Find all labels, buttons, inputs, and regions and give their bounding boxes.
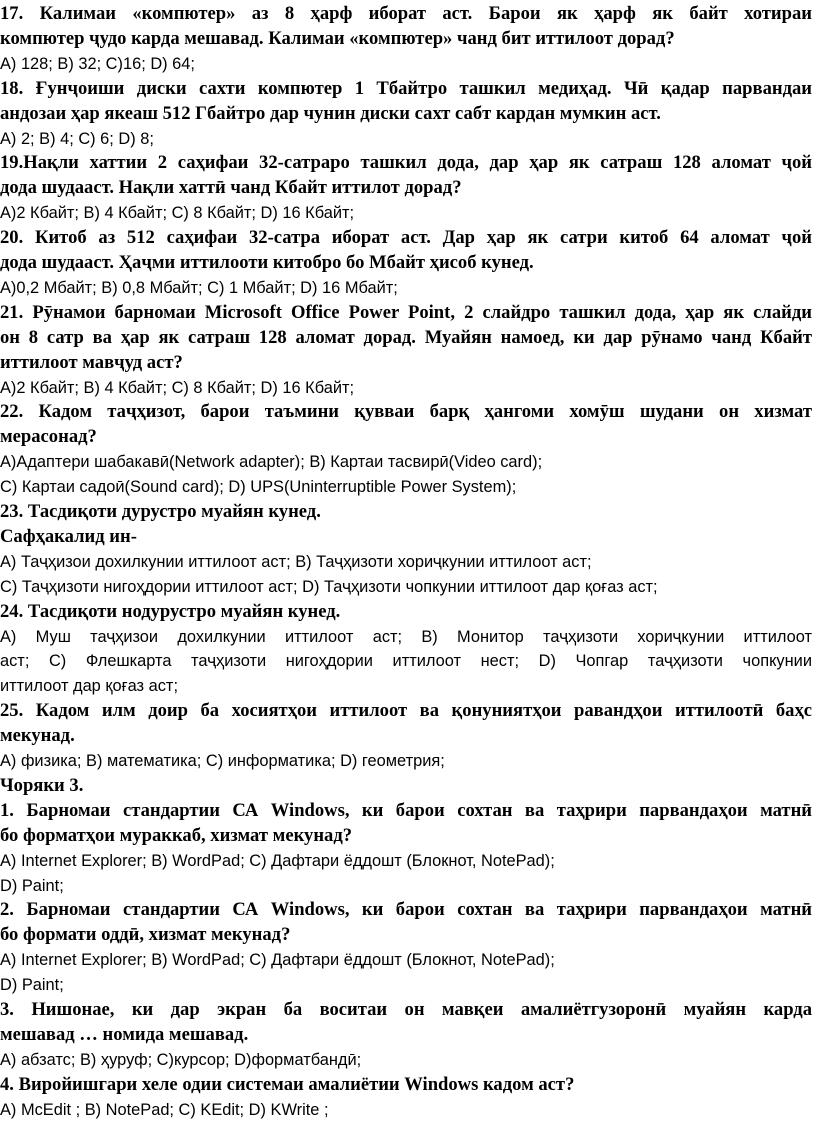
answer-options-line: иттилоот дар қоғаз аст; — [0, 677, 178, 696]
question-line: 25. Кадом илм доир ба хосиятҳои иттилоот ва қонуниятҳои равандҳои иттилоотӣ баҳс — [0, 700, 812, 722]
question-line: 22. Кадом таҷҳизот, барои таъмини қувваи барқ ҳангоми хомӯш шудани он хизмат — [0, 401, 812, 423]
question-line: Сафҳакалид ин- — [0, 525, 137, 547]
answer-options-line: А) Internet Explorer; В) WordPad; С) Дафтари ёддошт (Блокнот, NotePad); — [0, 951, 555, 970]
answer-options-line: А) Муш таҷҳизои дохилкунии иттилоот аст; В) Монитор таҷҳизоти хориҷкунии иттилоот — [0, 627, 812, 646]
answer-options-line: D) Paint; — [0, 976, 64, 995]
answer-options-line: А)Адаптери шабакавӣ(Network adapter); В) Картаи тасвирӣ(Video card); — [0, 453, 543, 472]
question-line: 18. Ғунҷоиши диски сахти компютер 1 Тбайтро ташкил медиҳад. Чӣ қадар парвандаи — [0, 77, 812, 99]
question-line: мерасонад? — [0, 426, 97, 448]
answer-options-line: А) Internet Explorer; В) WordPad; С) Дафтари ёддошт (Блокнот, NotePad); — [0, 851, 555, 870]
answer-options-line: С) Картаи садоӣ(Sound card); D) UPS(Uninterruptible Power System); — [0, 478, 517, 497]
question-line: 21. Рӯнамои барномаи Microsoft Office Power Point, 2 слайдро ташкил дода, ҳар як слайди — [0, 301, 812, 323]
answer-options-line: А)0,2 Мбайт; В) 0,8 Мбайт; С) 1 Мбайт; D) 16 Мбайт; — [0, 278, 398, 297]
answer-options-line: А) абзатс; В) ҳуруф; С)курсор; D)форматбандӣ; — [0, 1050, 362, 1069]
answer-options-line: аст; С) Флешкарта таҷҳизоти нигоҳдории иттилоот нест; D) Чопгар таҷҳизоти чопкунии — [0, 652, 812, 671]
question-line: 1. Барномаи стандартии СА Windows, ки барои сохтан ва таҳрири парвандаҳои матнӣ — [0, 799, 812, 821]
answer-options-line: А) физика; В) математика; С) информатика; D) геометрия; — [0, 752, 445, 770]
question-line: дода шудааст. Ҳаҷми иттилооти китобро бо Мбайт ҳисоб кунед. — [0, 252, 534, 273]
answer-options-line: С) Таҷҳизоти нигоҳдории иттилоот аст; D) Таҷҳизоти чопкунии иттилоот дар қоғаз аст; — [0, 577, 658, 596]
question-line: 19.Нақли хаттии 2 саҳифаи 32-сатраро ташкил дода, дар ҳар як сатраш 128 аломат ҷой — [0, 152, 812, 174]
question-line: иттилоот мавҷуд аст? — [0, 351, 183, 373]
question-line: бо форматҳои мураккаб, хизмат мекунад? — [0, 824, 353, 846]
question-line: 23. Тасдиқоти дурустро муайян кунед. — [0, 501, 321, 522]
question-line: бо формати оддӣ, хизмат мекунад? — [0, 924, 291, 946]
answer-options-line: А) 128; В) 32; С)16; D) 64; — [0, 54, 195, 73]
question-line: 2. Барномаи стандартии СА Windows, ки барои сохтан ва таҳрири парвандаҳои матнӣ — [0, 899, 812, 921]
question-line: мешавад … номида мешавад. — [0, 1023, 249, 1045]
answer-options-line: А)2 Кбайт; В) 4 Кбайт; С) 8 Кбайт; D) 16 Кбайт; — [0, 378, 355, 397]
question-line: дода шудааст. Нақли хаттӣ чанд Кбайт иттилот дорад? — [0, 177, 462, 199]
question-line: 3. Нишонае, ки дар экран ба воситаи он мавқеи амалиётгузоронӣ муайян карда — [0, 999, 812, 1020]
question-line: 4. Виройишгари хеле одии системаи амалиётии Windows кадом аст? — [0, 1073, 575, 1095]
answer-options-line: А)2 Кбайт; В) 4 Кбайт; С) 8 Кбайт; D) 16 Кбайт; — [0, 204, 355, 223]
question-line: Чоряки 3. — [0, 774, 84, 796]
answer-options-line: А) Таҷҳизои дохилкунии иттилоот аст; В) Таҷҳизоти хориҷкунии иттилоот аст; — [0, 552, 592, 571]
answer-options-line: А) 2; В) 4; С) 6; D) 8; — [0, 129, 154, 148]
answer-options-line: D) Paint; — [0, 876, 64, 895]
answer-options-line: А) McEdit ; В) NotePad; С) KEdit; D) KWrite ; — [0, 1100, 329, 1119]
question-line: 20. Китоб аз 512 саҳифаи 32-сатра иборат аст. Дар ҳар як сатри китоб 64 аломат ҷой — [0, 227, 812, 249]
question-line: он 8 сатр ва ҳар як сатраш 128 аломат дорад. Муайян намоед, ки дар рӯнамо чанд Кбайт — [0, 326, 812, 348]
question-line: компютер ҷудо карда мешавад. Калимаи «компютер» чанд бит иттилоот дорад? — [0, 27, 675, 49]
question-line: мекунад. — [0, 725, 75, 747]
question-line: 24. Тасдиқоти нодурустро муайян кунед. — [0, 600, 341, 622]
question-line: 17. Калимаи «компютер» аз 8 ҳарф иборат аст. Барои як ҳарф як байт хотираи — [0, 3, 812, 24]
question-line: андозаи ҳар якеаш 512 Гбайтро дар чунин диски сахт сабт кардан мумкин аст. — [0, 102, 661, 124]
